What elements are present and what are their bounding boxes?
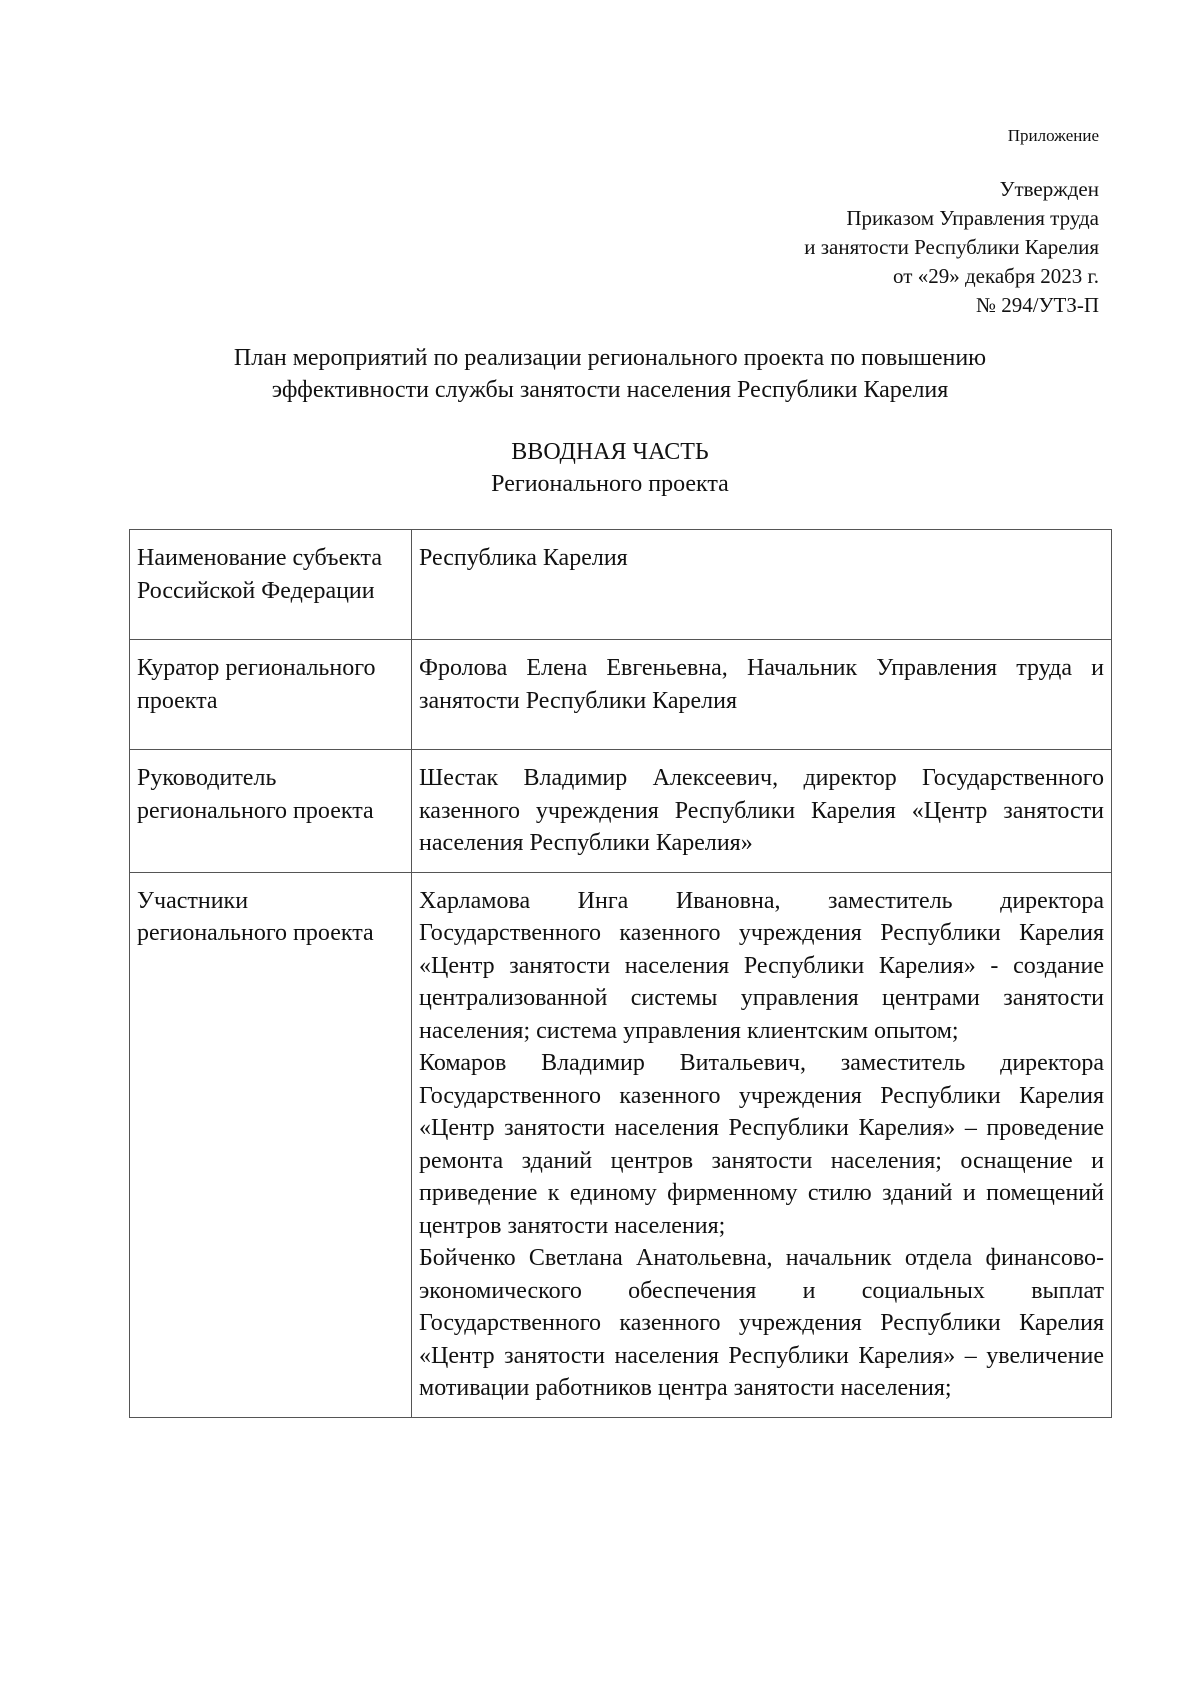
appendix-label: Приложение (1007, 126, 1099, 145)
participant-paragraph: Комаров Владимир Витальевич, заместитель директора Государственного казенного учреждения Республики Карелия «Центр занятости населения Республики Карелия» – проведение ремонта зданий центров занятости населения; оснащение и приведение к единому фирменному стилю зданий и помещений центров занятости населения; (419, 1050, 1104, 1239)
approval-line: Утвержден (999, 177, 1099, 201)
participant-paragraph: Бойченко Светлана Анатольевна, начальник отдела финансово-экономического обеспечения и социальных выплат Государственного казенного учреждения Республики Карелия «Центр занятости населения Республики Карелия» – увеличение мотивации работников центра занятости населения; (419, 1245, 1104, 1401)
table-row (130, 750, 1112, 873)
approval-line: и занятости Республики Карелия (804, 235, 1099, 259)
row-label: Наименование субъекта Российской Федерации (130, 530, 412, 640)
section-subtitle: Регионального проекта (491, 471, 729, 497)
participant-paragraph: Харламова Инга Ивановна, заместитель директора Государственного казенного учреждения Республики Карелия «Центр занятости населения Республики Карелия» - создание централизованной системы управления центрами занятости населения; система управления клиентским опытом; (419, 887, 1104, 1044)
approval-block (599, 175, 1099, 320)
table-row (130, 640, 1112, 750)
approval-line: Приказом Управления труда (846, 206, 1099, 230)
plan-title-line: эффективности службы занятости населения Республики Карелия (271, 377, 949, 403)
row-value: Республика Карелия (412, 530, 1112, 640)
row-value: Шестак Владимир Алексеевич, директор Государственного казенного учреждения Республики Карелия «Центр занятости населения Республики Карелия» (412, 750, 1112, 873)
plan-title (120, 342, 1100, 406)
approval-line: № 294/УТЗ-П (976, 293, 1099, 317)
row-label: Участники регионального проекта (130, 872, 412, 1417)
row-value: Фролова Елена Евгеньевна, Начальник Управления труда и занятости Республики Карелия (412, 640, 1112, 750)
approval-line: от «29» декабря 2023 г. (893, 264, 1099, 288)
section-title: ВВОДНАЯ ЧАСТЬ (511, 439, 709, 465)
row-label: Куратор регионального проекта (130, 640, 412, 750)
row-value (412, 872, 1112, 1417)
section-heading (120, 436, 1100, 500)
plan-title-line: План мероприятий по реализации регионального проекта по повышению (233, 345, 987, 371)
row-label: Руководитель регионального проекта (130, 750, 412, 873)
table-row (130, 530, 1112, 640)
intro-table (129, 529, 1112, 1418)
table-row (130, 872, 1112, 1417)
